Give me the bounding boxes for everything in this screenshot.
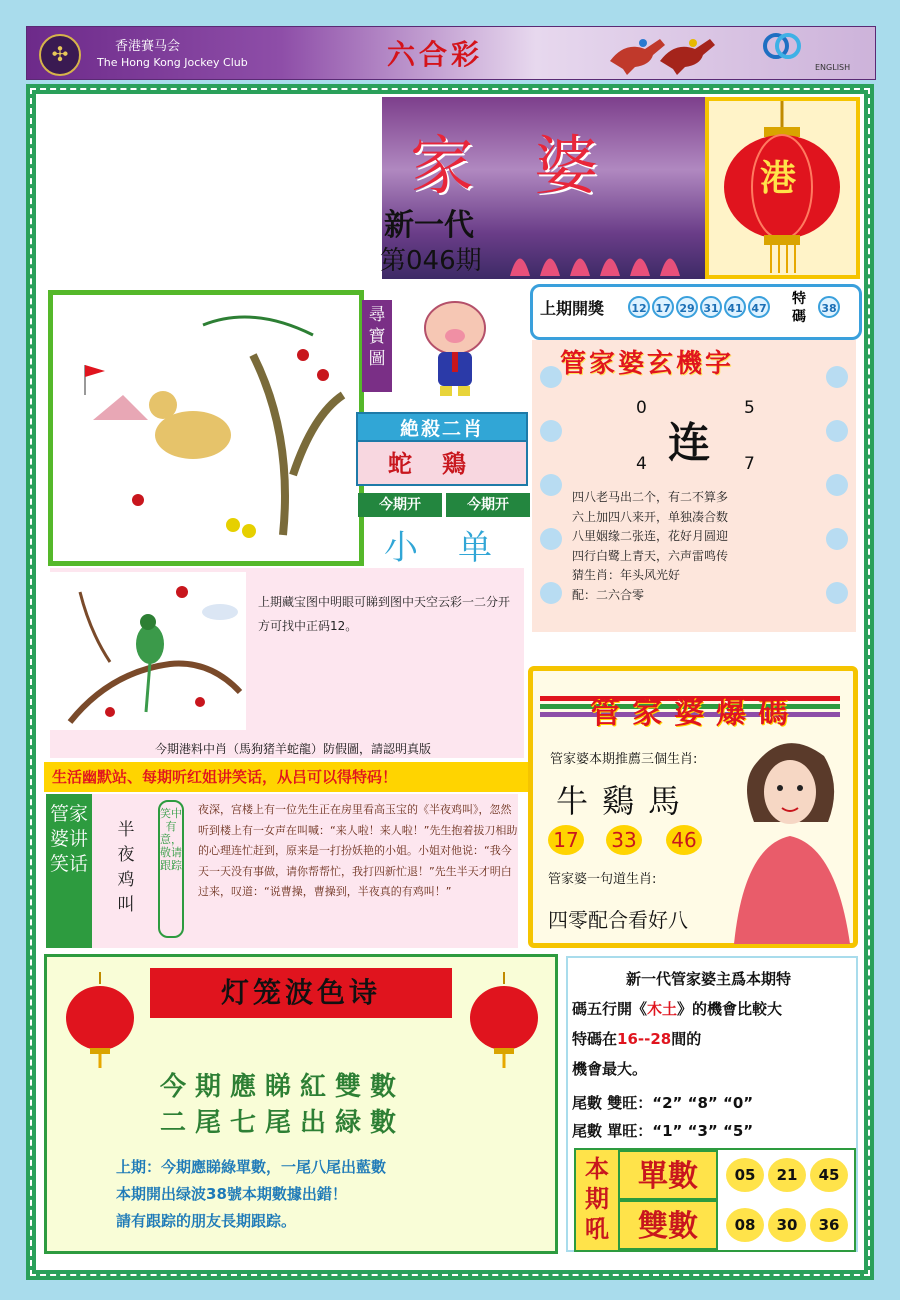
snowflake-icon — [540, 366, 562, 388]
last-draw-ball: 12 — [628, 296, 650, 318]
header-bar — [26, 26, 876, 80]
lottery-title: 六合彩 — [387, 38, 484, 71]
tail-single-values: “1” “3” “5” — [652, 1122, 754, 1140]
lotus-decoration-icon — [500, 236, 700, 276]
recommend-number: 33 — [606, 825, 642, 855]
single-number: 45 — [810, 1158, 848, 1192]
small-single-result: 小单 — [384, 528, 532, 568]
mystic-poem-line: 猜生肖：年头风光好 — [572, 568, 681, 582]
special-text-line — [572, 1028, 701, 1049]
issue-number: 第046期 — [380, 246, 482, 276]
this-issue-tag-1: 今期开 — [358, 493, 442, 517]
banner-subtitle: 新一代 — [384, 208, 474, 243]
club-name-cn: 香港賽马会 — [115, 39, 181, 54]
mystic-digit: 7 — [744, 454, 755, 474]
special-text-line — [572, 998, 782, 1019]
snowflake-icon — [826, 420, 848, 442]
special-number-ball: 38 — [818, 296, 840, 318]
recommend-title: 管家婆爆碼 — [590, 696, 800, 731]
special-text: 特碼在 — [572, 1030, 618, 1048]
mystic-digit: 5 — [744, 398, 755, 418]
tail-single-row — [572, 1120, 753, 1141]
mystic-poem — [572, 488, 832, 605]
treasure-map-label: 尋寶圖 — [362, 300, 392, 392]
last-issue-note: 上期：今期應睇綠單數，一尾八尾出藍數 — [116, 1158, 387, 1176]
one-sentence-zodiac: 四零配合看好八 — [548, 908, 688, 932]
special-text: 機會最大。 — [572, 1060, 648, 1078]
treasure-map — [48, 290, 364, 566]
double-number: 30 — [768, 1208, 806, 1242]
special-text: 間的 — [671, 1030, 702, 1048]
this-issue-tag-2: 今期开 — [446, 493, 530, 517]
double-label: 雙數 — [618, 1200, 718, 1250]
english-button-icon[interactable] — [762, 31, 802, 61]
snowflake-icon — [826, 366, 848, 388]
one-sentence-label: 管家婆一句道生肖: — [548, 872, 657, 887]
last-issue-note: 本期開出绿波38號本期數據出錯！ — [116, 1185, 347, 1203]
lantern-poem-line: 二尾七尾出緑數 — [160, 1108, 406, 1138]
humor-header: 生活幽默站、每期听红姐讲笑话，从吕可以得特码！ — [44, 762, 528, 792]
mystic-poem-line: 配：二六合零 — [572, 587, 645, 602]
mystic-title: 管家婆玄機字 — [560, 349, 735, 379]
mystic-poem-line: 四八老马出二个，有二不算多 — [572, 490, 729, 504]
snowflake-icon — [540, 528, 562, 550]
tail-double-row — [572, 1092, 753, 1113]
last-draw-ball: 41 — [724, 296, 746, 318]
bird-illustration — [50, 572, 246, 730]
special-text: 新一代管家婆主爲本期特 — [626, 970, 792, 988]
tail-double-label: 尾數 雙旺： — [572, 1094, 653, 1112]
kill-zodiac-values: 蛇鶏 — [356, 442, 528, 486]
banner-title: 家婆 — [410, 130, 658, 204]
left-lantern-icon — [64, 972, 136, 1068]
english-link[interactable]: ENGLISH — [815, 63, 851, 72]
single-number: 21 — [768, 1158, 806, 1192]
mystic-poem-line: 八里姻缘二张连，花好月圆迎 — [572, 529, 729, 543]
mystic-digit: 4 — [636, 454, 647, 474]
lantern-character: 港 — [760, 157, 797, 199]
this-issue-label: 本期吼 — [576, 1150, 618, 1250]
snowflake-icon — [540, 474, 562, 496]
mystic-poem-line: 四行白鹭上青天，六声雷鸣传 — [572, 548, 729, 563]
clue-text: 上期藏宝图中明眼可睇到图中天空云彩一二分开方可找中正码12。 — [258, 595, 511, 633]
treasure-map-image — [53, 295, 349, 551]
lantern-poem-title: 灯笼波色诗 — [150, 968, 452, 1018]
clue-caption: 今期港料中肖（馬狗猪羊蛇龍）防假圖，請認明真版 — [155, 742, 432, 756]
last-draw-label: 上期開獎 — [540, 299, 605, 318]
special-number-label: 特碼 — [792, 291, 806, 325]
club-name-en: The Hong Kong Jockey Club — [97, 56, 248, 69]
humor-side-label: 管家婆讲笑话 — [46, 794, 92, 948]
racehorses-icon — [605, 31, 725, 75]
jockey-club-logo-icon: ✣ — [39, 34, 81, 76]
right-lantern-icon — [468, 972, 540, 1068]
tail-double-values: “2” “8” “0” — [652, 1094, 754, 1112]
recommend-number: 46 — [666, 825, 702, 855]
single-number: 05 — [726, 1158, 764, 1192]
five-elements-highlight: 木土 — [647, 1000, 678, 1018]
double-number: 36 — [810, 1208, 848, 1242]
pig-mascot-icon — [400, 290, 510, 400]
bird-on-branch-icon — [50, 572, 246, 730]
special-text: 》的機會比較大 — [677, 1000, 783, 1018]
joke-text: 夜深，宫楼上有一位先生正在房里看高玉宝的《半夜鸡叫》，忽然听到楼上有一女声在叫喊：“来人啦！来人啦！”先生抱着拔刀相助的心理连忙赶到，原来是一打扮妖艳的小姐。小姐对他说：“我今天一天没有事做，请你帮帮忙，我打四新忙退！”先生半天才明白过来，叹道：“说曹操，曹操到，半夜真的有鸡叫！” — [198, 803, 518, 898]
mystic-poem-line: 六上加四八来开，单独凑合数 — [572, 509, 729, 524]
lantern-poem-line: 今期應睇紅雙數 — [160, 1072, 406, 1102]
mystic-character: 连 — [668, 418, 711, 467]
last-issue-note: 請有跟踪的朋友長期跟踪。 — [116, 1212, 297, 1230]
double-number: 08 — [726, 1208, 764, 1242]
single-label: 單數 — [618, 1150, 718, 1200]
recommend-intro: 管家婆本期推薦三個生肖: — [550, 752, 698, 767]
last-draw-ball: 17 — [652, 296, 674, 318]
tail-single-label: 尾數 單旺： — [572, 1122, 653, 1140]
last-draw-ball: 31 — [700, 296, 722, 318]
follow-tag: 笑中有意，敬请跟踪 — [158, 800, 184, 938]
joke-title: 半夜鸡叫 — [117, 820, 135, 915]
snowflake-icon — [540, 582, 562, 604]
snowflake-icon — [540, 420, 562, 442]
recommend-number: 17 — [548, 825, 584, 855]
kill-two-zodiac-title: 絶殺二肖 — [356, 412, 528, 442]
mystic-digit: 0 — [636, 398, 647, 418]
special-text: 碼五行開《 — [572, 1000, 648, 1018]
last-draw-ball: 29 — [676, 296, 698, 318]
range-highlight: 16--28 — [617, 1030, 672, 1048]
girl-portrait-icon — [724, 726, 854, 944]
recommend-zodiac: 牛鷄馬 — [556, 782, 695, 820]
last-draw-ball: 47 — [748, 296, 770, 318]
banner-blank-area — [40, 97, 382, 279]
